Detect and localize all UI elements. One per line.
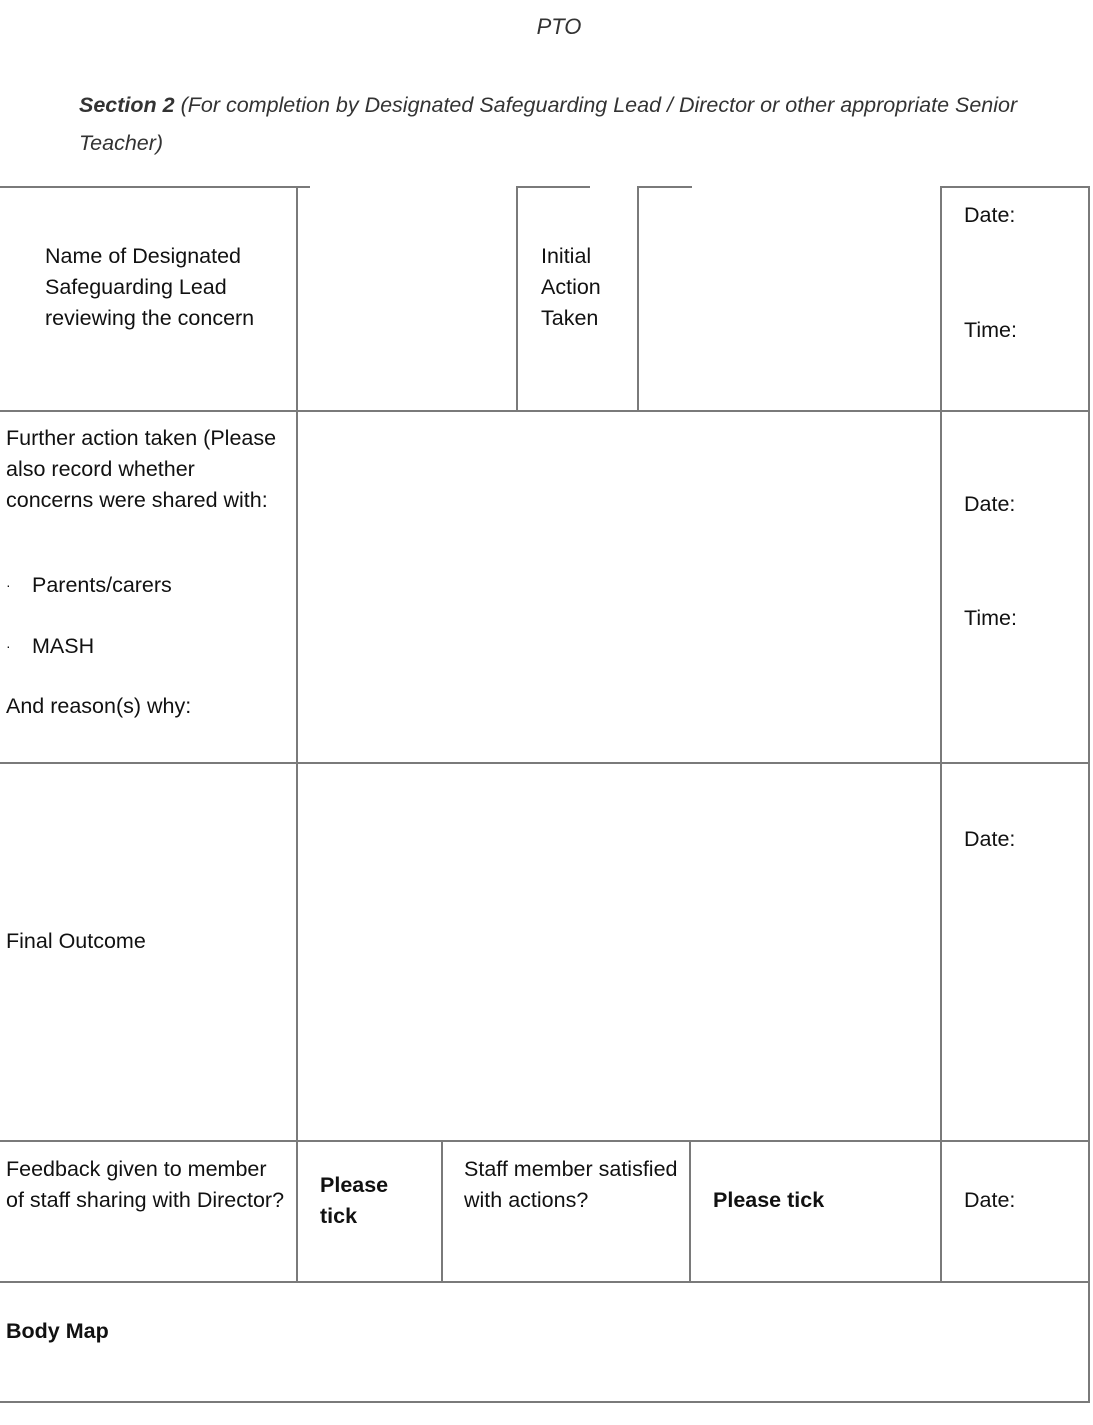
col-line-initial-right xyxy=(637,186,639,412)
bullet-item-mash xyxy=(6,631,286,662)
section-note: (For completion by Designated Safeguarding Lead / Director or other appropriate Senior Teacher) xyxy=(79,93,1018,155)
bullet-text: Parents/carers xyxy=(32,573,172,597)
body-map-label: Body Map xyxy=(6,1319,109,1343)
border-top-seg-2 xyxy=(516,186,590,188)
section-heading xyxy=(79,86,1039,162)
bullet-icon: · xyxy=(6,638,11,654)
please-tick-feedback[interactable]: Please tick xyxy=(320,1173,389,1228)
border-top-seg-3 xyxy=(637,186,692,188)
bullet-icon: · xyxy=(6,577,11,593)
pto-note: PTO xyxy=(536,14,582,39)
col-line-label xyxy=(296,186,298,1283)
col-line-tick-2 xyxy=(689,1140,691,1283)
dsl-name-label: Name of Designated Safeguarding Lead reviewing the concern xyxy=(45,244,255,330)
border-top-seg-1 xyxy=(0,186,310,188)
col-line-tick-1 xyxy=(441,1140,443,1283)
row2-date-label: Date: xyxy=(964,492,1016,516)
feedback-label: Feedback given to member of staff sharing with Director? xyxy=(6,1157,285,1212)
further-action-field[interactable] xyxy=(305,420,930,755)
reasons-label: And reason(s) why: xyxy=(6,694,192,718)
col-line-initial-left xyxy=(516,186,518,412)
section-label: Section 2 xyxy=(79,93,175,117)
row4-date-label: Date: xyxy=(964,1188,1016,1212)
row1-date-label: Date: xyxy=(964,203,1016,227)
border-bottom xyxy=(0,1401,1090,1403)
please-tick-satisfied[interactable]: Please tick xyxy=(713,1188,825,1212)
row2-time-label: Time: xyxy=(964,606,1017,630)
final-outcome-label: Final Outcome xyxy=(6,929,146,953)
dsl-name-field[interactable] xyxy=(305,200,505,400)
row-divider-4 xyxy=(0,1281,1090,1283)
border-right xyxy=(1088,186,1090,1403)
further-action-label: Further action taken (Please also record whether concerns were shared with: xyxy=(6,426,277,512)
initial-action-field[interactable] xyxy=(646,200,931,400)
col-line-date xyxy=(940,186,942,1283)
staff-satisfied-label: Staff member satisfied with actions? xyxy=(464,1157,678,1212)
border-top-seg-4 xyxy=(940,186,1090,188)
final-outcome-field[interactable] xyxy=(305,772,930,1132)
bullet-text: MASH xyxy=(32,634,95,658)
initial-action-label: Initial Action Taken xyxy=(541,244,601,330)
row-divider-1 xyxy=(0,410,1090,412)
row-divider-3 xyxy=(0,1140,1090,1142)
bullet-item-parents xyxy=(6,570,286,601)
row-divider-2 xyxy=(0,762,1090,764)
row1-time-label: Time: xyxy=(964,318,1017,342)
row3-date-label: Date: xyxy=(964,827,1016,851)
